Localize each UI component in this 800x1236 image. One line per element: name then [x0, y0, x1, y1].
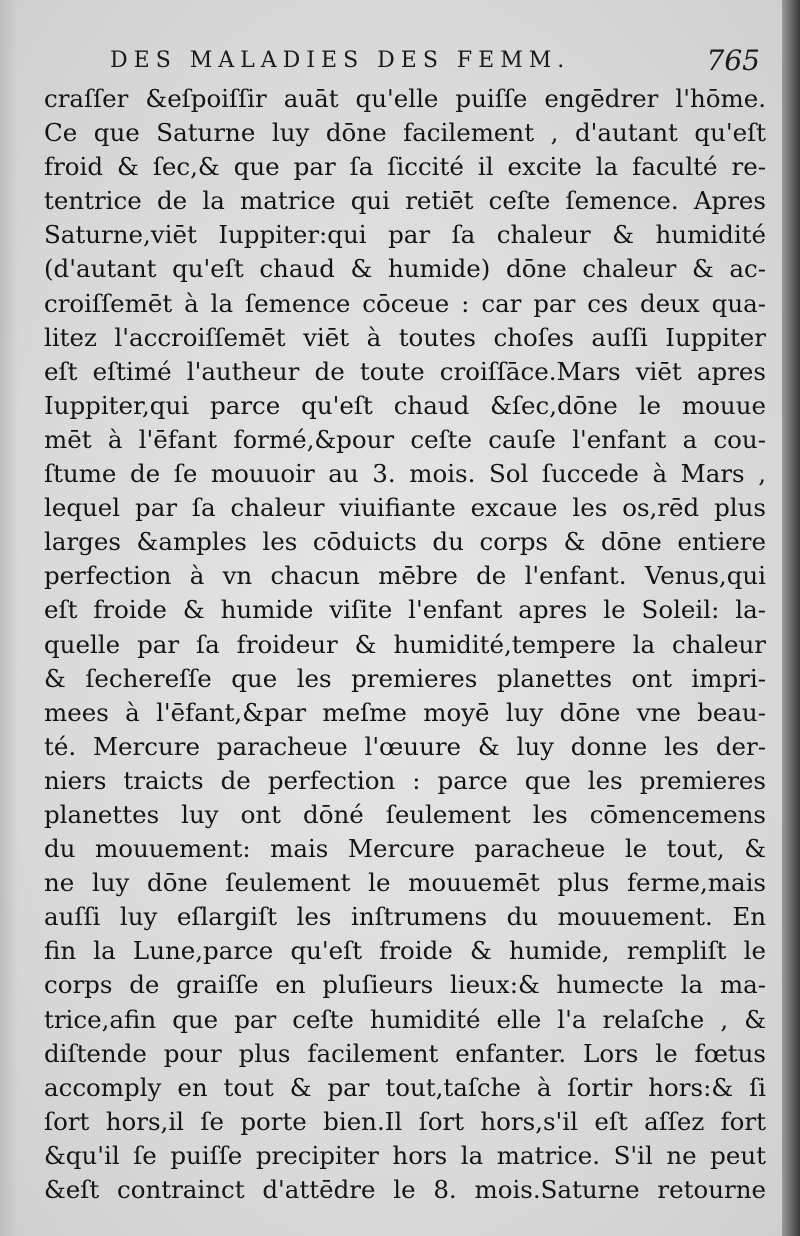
text-line: quelle par ſa froideur & humidité,tempere la chaleur	[44, 629, 766, 659]
text-line: corps de graiſſe en pluſieurs lieux:& humecte la ma-	[44, 970, 766, 1000]
text-line: Saturne,viēt Iuppiter:qui par ſa chaleur & humidité	[44, 220, 766, 250]
text-line: eſt froide & humide viſite l'enfant apres le Soleil: la-	[44, 595, 766, 625]
text-line: larges &amples les cōduicts du corps & dōne entiere	[44, 527, 766, 557]
text-line: &eſt contrainct d'attēdre le 8. mois.Saturne retourne	[44, 1175, 766, 1204]
text-line: craſſer &eſpoiſſir auāt qu'elle puiſſe engēdrer l'hōme.	[44, 84, 766, 113]
text-line: tentrice de la matrice qui retiēt ceſte ſemence. Apres	[44, 186, 766, 216]
text-line: ne luy dōne ſeulement le mouuemēt plus ferme,mais	[44, 868, 766, 898]
text-line: fin la Lune,parce qu'eſt froide & humide, rempliſt le	[44, 936, 766, 966]
text-line: croiſſemēt à la ſemence cōceue : car par ces deux qua-	[44, 288, 766, 318]
text-line: mees à l'ēfant,&par meſme moyē luy dōne vne beau-	[44, 697, 766, 727]
text-line: accomply en tout & par tout,taſche à ſortir hors:& ſi	[44, 1072, 766, 1102]
text-line: trice,afin que par ceſte humidité elle l'a relaſche , &	[44, 1004, 766, 1034]
page-number: 765	[706, 44, 760, 77]
gutter-shadow	[0, 0, 18, 1236]
text-line: niers traicts de perfection : parce que les premieres	[44, 765, 766, 795]
body-text	[44, 82, 766, 1207]
text-line: Ce que Saturne luy dōne facilement , d'autant qu'eſt	[44, 118, 766, 148]
page-header	[110, 44, 760, 80]
text-line: té. Mercure paracheue l'œuure & luy donne les der-	[44, 731, 766, 761]
text-line: diſtende pour plus facilement enfanter. Lors le fœtus	[44, 1038, 766, 1068]
text-line: & ſechereſſe que les premieres planettes ont impri-	[44, 663, 766, 693]
text-line: litez l'accroiſſemēt viēt à toutes choſes auſſi Iuppiter	[44, 322, 766, 352]
running-title: DES MALADIES DES FEMM.	[110, 48, 571, 73]
text-line: ſtume de ſe mouuoir au 3. mois. Sol ſuccede à Mars ,	[44, 459, 766, 489]
text-line: froid & ſec,& que par ſa ſiccité il excite la faculté re-	[44, 152, 766, 182]
page-edge	[782, 0, 800, 1236]
text-line: mēt à l'ēfant formé,&pour ceſte cauſe l'enfant a cou-	[44, 424, 766, 454]
text-line: Iuppiter,qui parce qu'eſt chaud &ſec,dōne le mouue	[44, 390, 766, 420]
text-line: auſſi luy eſlargiſt les inſtrumens du mouuement. En	[44, 902, 766, 932]
text-line: &qu'il ſe puiſſe precipiter hors la matrice. S'il ne peut	[44, 1140, 766, 1170]
text-line: ſort hors,il ſe porte bien.Il ſort hors,s'il eſt aſſez fort	[44, 1106, 766, 1136]
text-line: perfection à vn chacun mēbre de l'enfant. Venus,qui	[44, 561, 766, 591]
text-line: planettes luy ont dōné ſeulement les cōmencemens	[44, 799, 766, 829]
text-line: eſt eſtimé l'autheur de toute croiſſāce.Mars viēt apres	[44, 356, 766, 386]
text-line: lequel par ſa chaleur viuifiante excaue les os,rēd plus	[44, 493, 766, 523]
text-line: du mouuement: mais Mercure paracheue le tout, &	[44, 834, 766, 864]
text-line: (d'autant qu'eſt chaud & humide) dōne chaleur & ac-	[44, 254, 766, 284]
